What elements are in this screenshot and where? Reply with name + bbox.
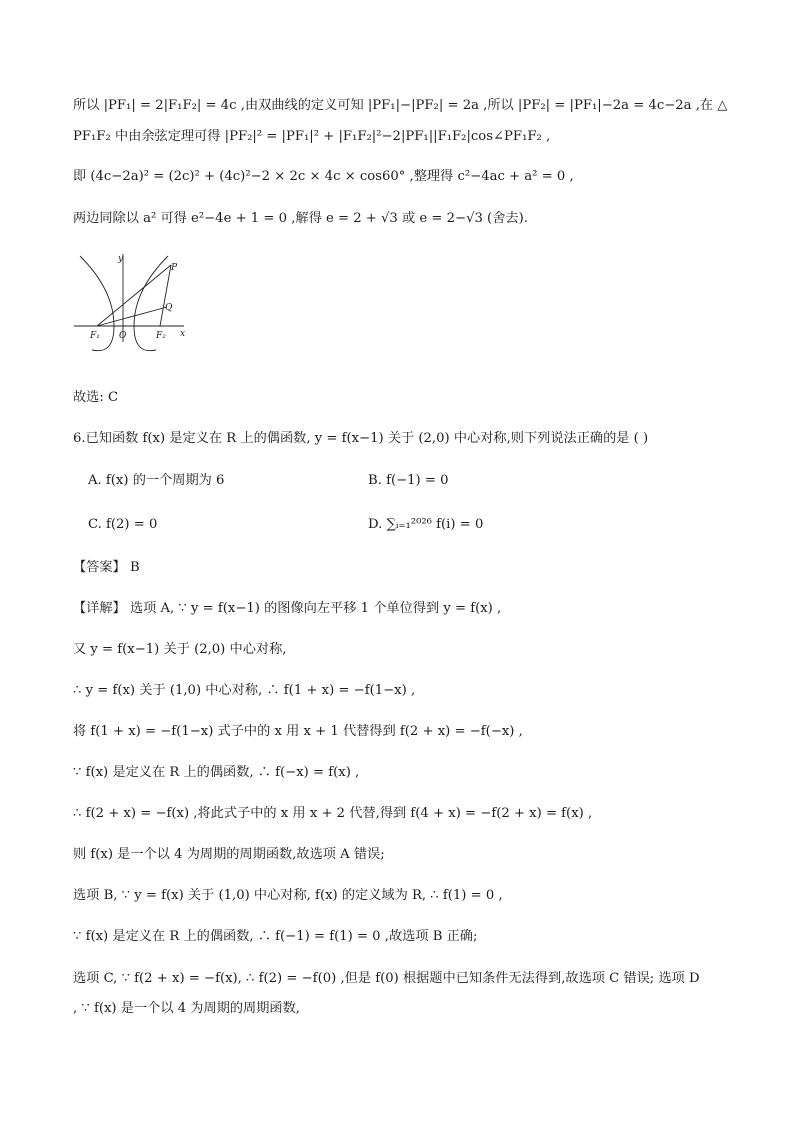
solution-line-1: 所以 |PF₁| = 2|F₁F₂| = 4c ,由双曲线的定义可知 |PF₁|−|PF₂| = 2a ,所以 |PF₂| = |PF₁|−2a = 4c−2a ,在 △ bbox=[73, 98, 728, 113]
solution-line-4: 两边同除以 a² 可得 e²−4e + 1 = 0 ,解得 e = 2 + √3 或 e = 2−√3 (舍去). bbox=[73, 211, 528, 226]
hyperbola-figure bbox=[70, 250, 195, 350]
option-b: B. f(−1) = 0 bbox=[368, 473, 449, 488]
question-6-stem: 6.已知函数 f(x) 是定义在 R 上的偶函数, y = f(x−1) 关于 (2,0) 中心对称,则下列说法正确的是 ( ) bbox=[73, 431, 649, 446]
label-q: Q bbox=[165, 303, 173, 313]
detail-line-10: 选项 C, ∵ f(2 + x) = −f(x), ∴ f(2) = −f(0) ,但是 f(0) 根据题中已知条件无法得到,故选项 C 错误; 选项 D bbox=[73, 971, 700, 986]
detail-line-7: 则 f(x) 是一个以 4 为周期的周期函数,故选项 A 错误; bbox=[73, 847, 385, 862]
detail-line-1: 【详解】 选项 A, ∵ y = f(x−1) 的图像向左平移 1 个单位得到 y = f(x) , bbox=[73, 601, 502, 616]
detail-line-3: ∴ y = f(x) 关于 (1,0) 中心对称, ∴ f(1 + x) = −f(1−x) , bbox=[73, 683, 416, 698]
answer-line: 【答案】 B bbox=[73, 560, 140, 575]
detail-line-11: , ∵ f(x) 是一个以 4 为周期的周期函数, bbox=[73, 1001, 300, 1016]
label-x: x bbox=[180, 329, 186, 339]
detail-line-9: ∵ f(x) 是定义在 R 上的偶函数, ∴ f(−1) = f(1) = 0 ,故选项 B 正确; bbox=[73, 929, 478, 944]
segment-f1-q bbox=[97, 307, 167, 326]
label-f2: F₂ bbox=[156, 331, 166, 341]
option-d: D. ∑ᵢ₌₁²⁰²⁶ f(i) = 0 bbox=[368, 517, 484, 532]
detail-line-4: 将 f(1 + x) = −f(1−x) 式子中的 x 用 x + 1 代替得到 f(2 + x) = −f(−x) , bbox=[73, 724, 523, 739]
label-y: y bbox=[118, 254, 124, 264]
detail-line-5: ∵ f(x) 是定义在 R 上的偶函数, ∴ f(−x) = f(x) , bbox=[73, 765, 360, 780]
hyperbola-diagram bbox=[70, 250, 195, 350]
label-f1: F₁ bbox=[90, 331, 100, 341]
segment-f2-p bbox=[160, 265, 171, 326]
choice-line: 故选: C bbox=[73, 390, 119, 405]
option-a: A. f(x) 的一个周期为 6 bbox=[88, 473, 225, 488]
solution-line-2: PF₁F₂ 中由余弦定理可得 |PF₂|² = |PF₁|² + |F₁F₂|²−2|PF₁||F₁F₂|cos∠PF₁F₂ , bbox=[73, 129, 551, 144]
solution-line-3: 即 (4c−2a)² = (2c)² + (4c)²−2 × 2c × 4c × cos60° ,整理得 c²−4ac + a² = 0 , bbox=[73, 169, 574, 184]
label-p: P bbox=[171, 263, 178, 273]
label-o: O bbox=[119, 331, 127, 341]
option-c: C. f(2) = 0 bbox=[88, 517, 158, 532]
detail-line-2: 又 y = f(x−1) 关于 (2,0) 中心对称, bbox=[73, 642, 287, 657]
detail-line-8: 选项 B, ∵ y = f(x) 关于 (1,0) 中心对称, f(x) 的定义域为 R, ∴ f(1) = 0 , bbox=[73, 888, 503, 903]
detail-line-6: ∴ f(2 + x) = −f(x) ,将此式子中的 x 用 x + 2 代替,得到 f(4 + x) = −f(2 + x) = f(x) , bbox=[73, 806, 593, 821]
